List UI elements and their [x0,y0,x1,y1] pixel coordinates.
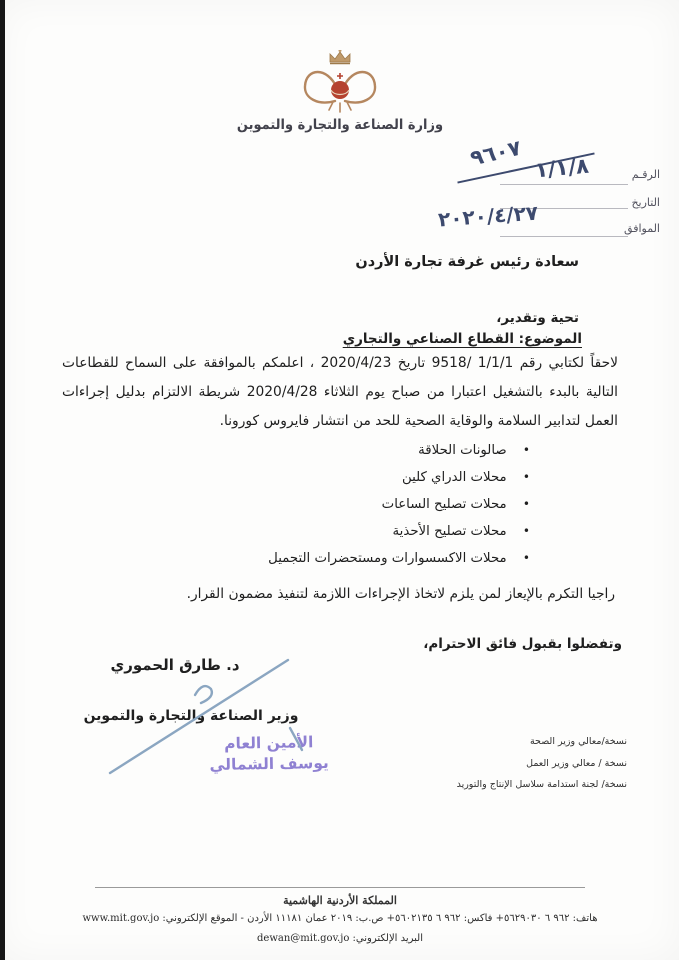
bullet-list [268,437,530,572]
closing-salutation-line: وتفضلوا بقبول فائق الاحترام، [423,636,622,652]
footer-contact-line: هاتف: ٩٦٢ ٦ ٥٦٢٩٠٣٠+ فاكس: ٩٦٢ ٦ ٥٦٠٢١٣٥+ ص.ب: ٢٠١٩ عمان ١١١٨١ الأردن - الموقع الإلكتروني: www.mit.gov.jo [82,913,598,924]
bullet-item-label: محلات الاكسسوارات ومستحضرات التجميل [268,551,507,566]
bullet-item-label: محلات تصليح الساعات [381,497,507,512]
bullet-item-label: صالونات الحلاقة [418,443,507,458]
footer-email-line: البريد الإلكتروني: dewan@mit.gov.jo [257,933,423,944]
bullet-item [268,437,530,464]
handwritten-ref-number: ١/١/٨ [534,153,590,183]
stamp-title: الأمين العام [224,733,314,753]
bullet-item-label: محلات تصليح الأحذية [392,524,507,539]
cc-note: نسخة / معالي وزير العمل [526,757,627,769]
handwritten-serial-number: ٩٦٠٧ [467,135,524,171]
handwritten-signature-stroke [85,640,320,790]
ref-number-line [500,184,628,185]
bullet-item [268,518,530,545]
bullet-item-label: محلات الدراي كلين [401,470,507,485]
ref-corresponding-line [500,236,628,237]
handwritten-corresponding-date: ٢٠٢٠/٤/٢٧ [437,200,539,232]
body-paragraph-line-2: التالية بالبدء بالتشغيل اعتبارا من صباح يوم الثلاثاء 2020/4/28 شريطة الالتزام بدليل إجراءات [62,384,618,400]
ref-date-label: التاريخ [631,196,660,209]
bullet-item [268,545,530,572]
bullet-icon: • [522,497,530,511]
cc-block [457,731,627,796]
greeting-line: تحية وتقدير، [496,310,579,326]
footer-divider [95,887,585,888]
signatory-title: وزير الصناعة والتجارة والتموين [83,708,299,724]
cc-note: نسخة/ لجنة استدامة سلاسل الإنتاج والتوريد [456,779,627,790]
closing-request-line: راجيا التكرم بالإيعاز لمن يلزم لاتخاذ الإجراءات اللازمة لتنفيذ مضمون القرار. [186,586,615,602]
kingdom-name: المملكة الأردنية الهاشمية [283,894,397,907]
recipient-line: سعادة رئيس غرفة تجارة الأردن [355,254,579,270]
signatory-name: د. طارق الحموري [110,656,240,674]
bullet-item [268,491,530,518]
ministry-name-calligraphy: وزارة الصناعة والتجارة والتموين [236,117,444,134]
bullet-item [268,464,530,491]
bullet-icon: • [522,443,530,457]
ref-number-label: الرقـم [631,168,660,181]
bullet-icon: • [522,551,530,565]
body-paragraph-line-3: العمل لتدابير السلامة والوقاية الصحية للحد من انتشار فايروس كورونا. [219,413,618,429]
ref-corresponding-label: الموافق [624,222,660,235]
photo-edge-strip [0,0,5,960]
jordan-coat-of-arms-icon [293,50,387,120]
bullet-icon: • [522,470,530,484]
bullet-icon: • [522,524,530,538]
body-paragraph-line-1: لاحقاً لكتابي رقم 1/1/1 /9518 تاريخ 2020/4/23 ، اعلمكم بالموافقة على السماح للقطاعات [62,355,618,371]
subject-line: الموضوع: القطاع الصناعي والتجاري [342,331,582,347]
cc-note: نسخة/معالي وزير الصحة [529,736,627,747]
stamp-name: يوسف الشمالي [209,753,329,775]
